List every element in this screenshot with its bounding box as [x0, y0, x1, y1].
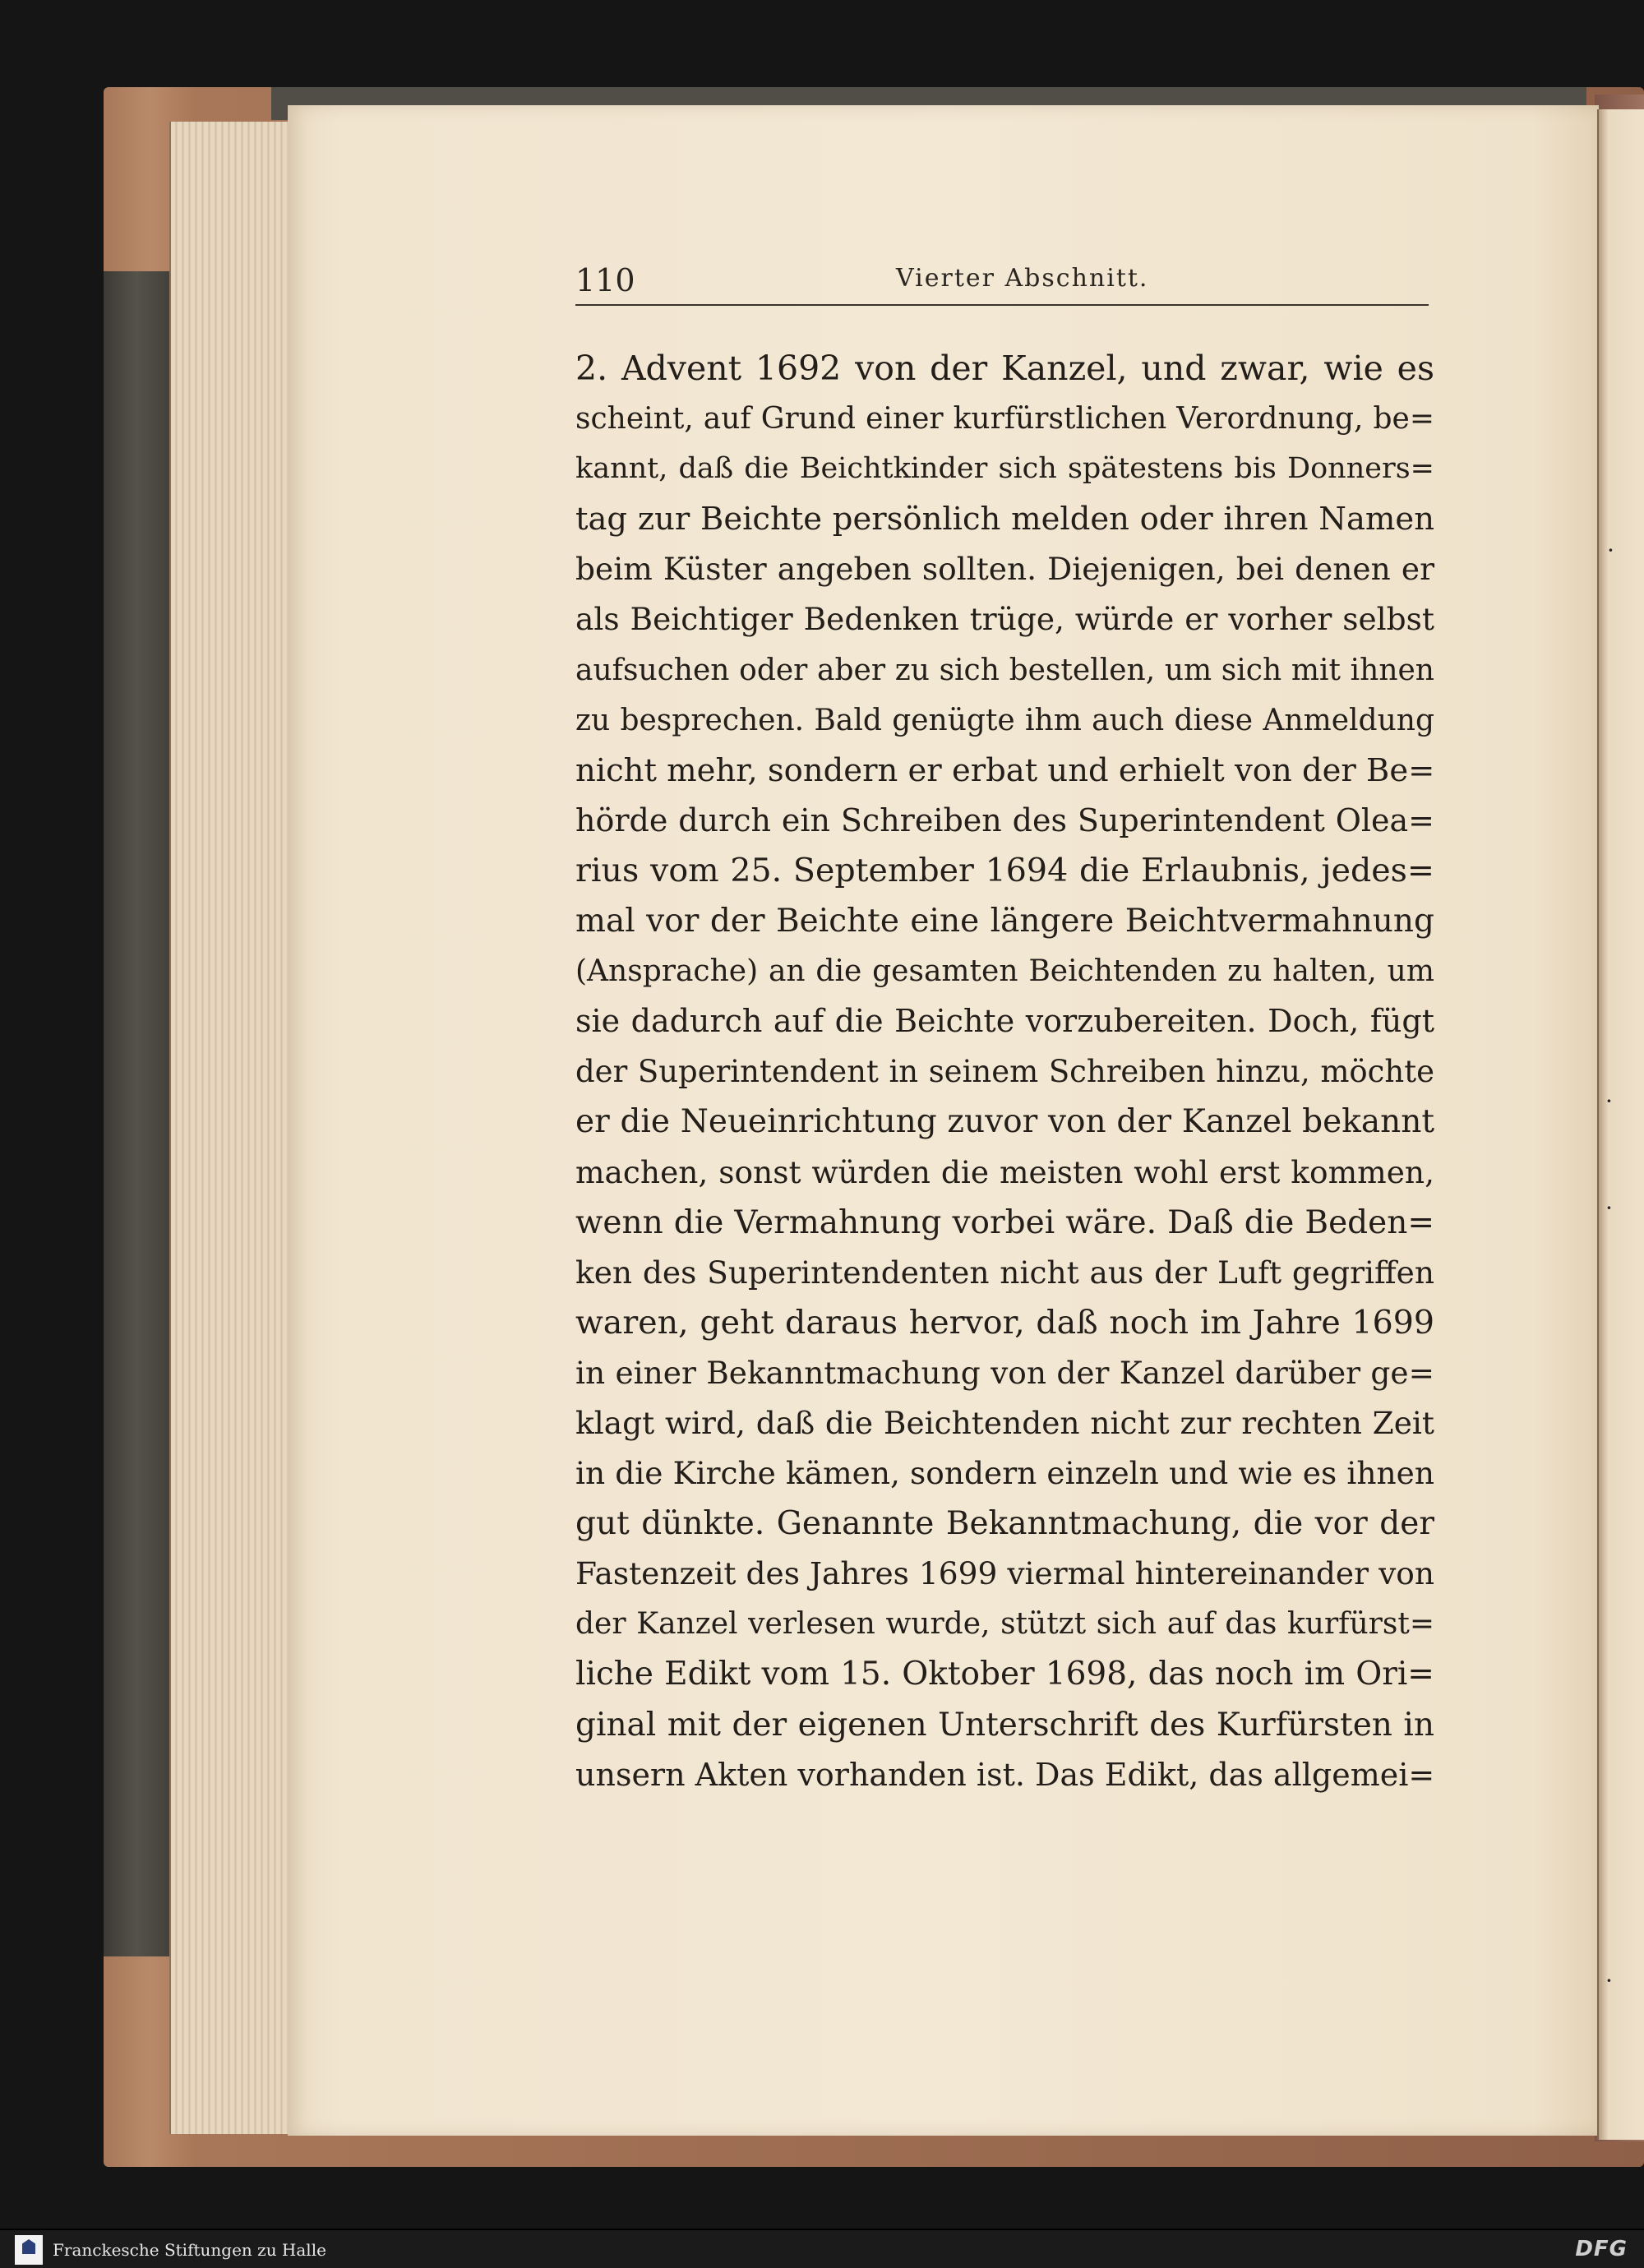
text-line: sie dadurch auf die Beichte vorzubereiten. Doch, fügt — [575, 1003, 1434, 1040]
text-line: hörde durch ein Schreiben des Superintendent Olea= — [575, 801, 1434, 838]
text-line: scheint, auf Grund einer kurfürstlichen Verordnung, be= — [575, 402, 1434, 437]
text-line: der Kanzel verlesen wurde, stützt sich auf das kurfürst= — [575, 1607, 1434, 1642]
text-line: 2. Advent 1692 von der Kanzel, und zwar, wie es — [575, 349, 1434, 388]
header-rule — [575, 304, 1429, 306]
text-line: aufsuchen oder aber zu sich bestellen, um sich mit ihnen — [575, 653, 1434, 687]
text-line: als Beichtiger Bedenken trüge, würde er vorher selbst — [575, 601, 1434, 638]
facing-page-edge: · · · · — [1597, 109, 1644, 2140]
body-text — [575, 344, 1434, 1800]
text-line: (Ansprache) an die gesamten Beichtenden zu halten, um — [575, 954, 1434, 989]
institution-logo-icon — [15, 2235, 43, 2265]
text-line: in die Kirche kämen, sondern einzeln und wie es ihnen — [575, 1455, 1434, 1492]
text-line: Fastenzeit des Jahres 1699 viermal hintereinander von — [575, 1555, 1434, 1592]
text-line: waren, geht daraus hervor, daß noch im Jahre 1699 — [575, 1303, 1434, 1342]
page-stack-edges — [169, 122, 302, 2134]
text-line: nicht mehr, sondern er erbat und erhielt von der Be= — [575, 751, 1435, 789]
institution-label: Franckesche Stiftungen zu Halle — [53, 2240, 326, 2260]
text-line: in einer Bekanntmachung von der Kanzel darüber ge= — [575, 1354, 1434, 1391]
text-line: machen, sonst würden die meisten wohl erst kommen, — [575, 1153, 1434, 1190]
text-line: gut dünkte. Genannte Bekanntmachung, die vor der — [575, 1505, 1434, 1543]
text-line: mal vor der Beichte eine längere Beichtvermahnung — [575, 903, 1434, 940]
text-line: ken des Superintendenten nicht aus der Luft gegriffen — [575, 1254, 1434, 1291]
text-line: beim Küster angeben sollten. Diejenigen, bei denen er — [575, 551, 1434, 588]
running-head — [575, 259, 1429, 308]
text-line: unsern Akten vorhanden ist. Das Edikt, das allgemei= — [575, 1756, 1435, 1793]
viewer-footer — [0, 2229, 1644, 2268]
text-line: klagt wird, daß die Beichtenden nicht zur rechten Zeit — [575, 1404, 1434, 1441]
dfg-logo: DFG — [1575, 2237, 1628, 2261]
text-line: zu besprechen. Bald genügte ihm auch diese Anmeldung — [575, 703, 1434, 737]
text-line: er die Neueinrichtung zuvor von der Kanzel bekannt — [575, 1103, 1434, 1141]
text-line: der Superintendent in seinem Schreiben hinzu, möchte — [575, 1054, 1434, 1090]
text-line: liche Edikt vom 15. Oktober 1698, das noch im Ori= — [575, 1656, 1434, 1693]
chapter-title: Vierter Abschnitt. — [896, 264, 1149, 293]
text-line: rius vom 25. September 1694 die Erlaubnis, jedes= — [575, 851, 1434, 889]
text-line: ginal mit der eigenen Unterschrift des Kurfürsten in — [575, 1706, 1434, 1744]
page-number: 110 — [575, 262, 635, 298]
text-line: tag zur Beichte persönlich melden oder ihren Namen — [575, 501, 1434, 538]
text-line: kannt, daß die Beichtkinder sich spätestens bis Donners= — [575, 452, 1434, 486]
text-line: wenn die Vermahnung vorbei wäre. Daß die Beden= — [575, 1203, 1434, 1241]
